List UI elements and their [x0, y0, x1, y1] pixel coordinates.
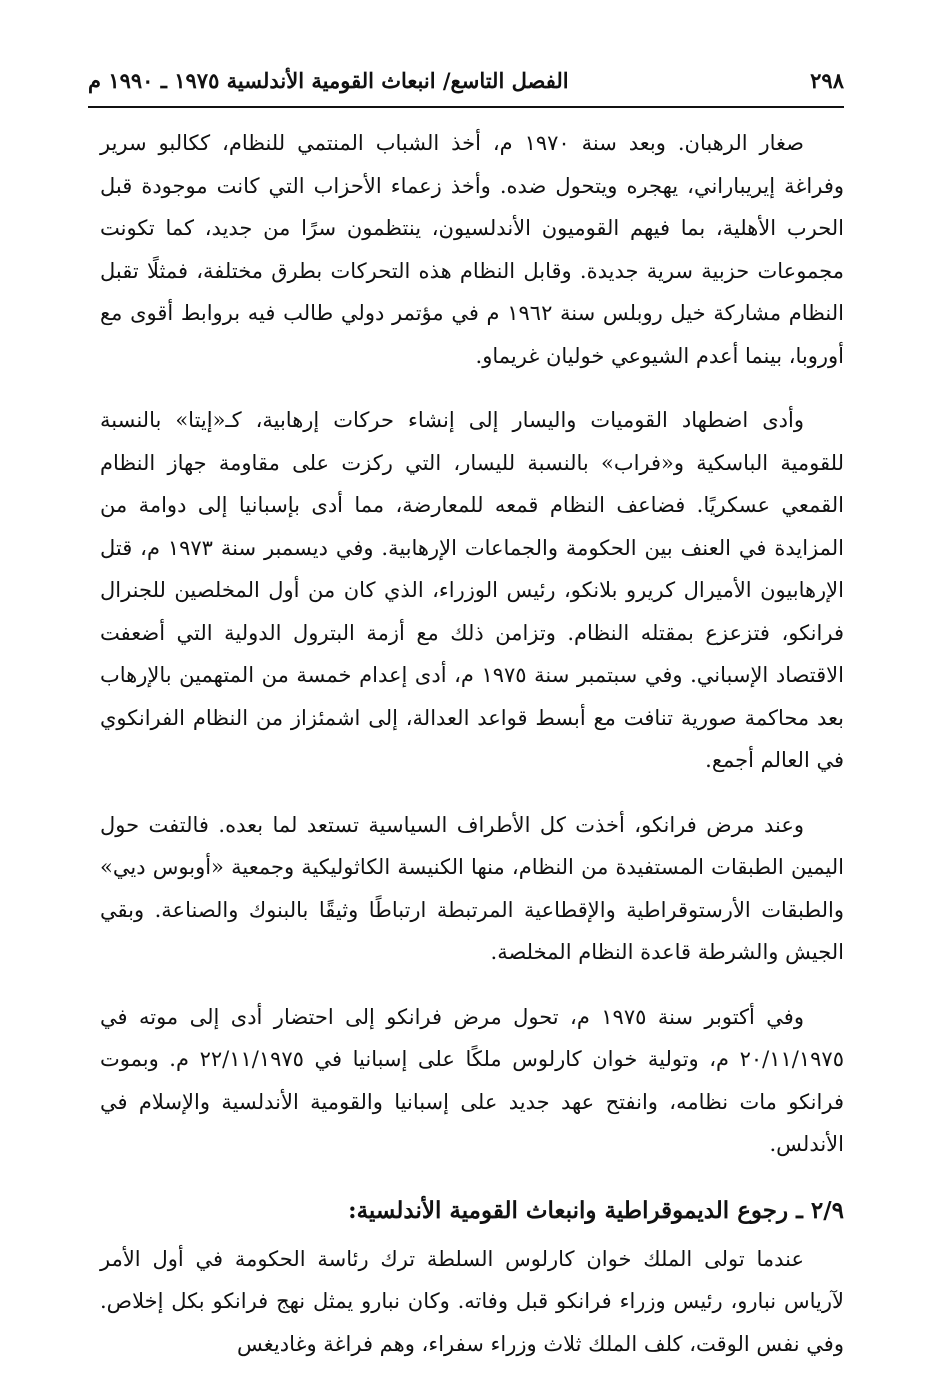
paragraph-4: وفي أكتوبر سنة ١٩٧٥ م، تحول مرض فرانكو إلى احتضار أدى إلى موته في ٢٠/١١/١٩٧٥ م، وتولية خوان كارلوس ملكًا على إسبانيا في ٢٢/١١/١٩٧٥ م. وبموت فرانكو مات نظامه، وانفتح عهد جديد على إسبانيا والقومية الأندلسية والإسلام في الأندلس.: [100, 1004, 844, 1156]
paragraph-2: وأدى اضطهاد القوميات واليسار إلى إنشاء حركات إرهابية، كـ«إيتا» بالنسبة للقومية الباسكية و«فراب» بالنسبة لليسار، التي ركزت على مقاومة جهاز النظام القمعي عسكريًا. فضاعف النظام قمعه للمعارضة، مما أدى بإسبانيا إلى دوامة من المزايدة في العنف بين الحكومة والجماعات الإرهابية. وفي ديسمبر سنة ١٩٧٣ م، قتل الإرهابيون الأميرال كريرو بلانكو، رئيس الوزراء، الذي كان من أول المخلصين للجنرال فرانكو، فتزعزع بمقتله النظام. وتزامن ذلك مع أزمة البترول الدولية التي أضعفت الاقتصاد الإسباني. وفي سبتمبر سنة ١٩٧٥ م، أدى إعدام خمسة من المتهمين بالإرهاب بعد محاكمة صورية تنافت مع أبسط قواعد العدالة، إلى اشمئزاز من النظام الفرانكوي في العالم أجمع.: [100, 408, 844, 772]
paragraph-3: وعند مرض فرانكو، أخذت كل الأطراف السياسية تستعد لما بعده. فالتفت حول اليمين الطبقات المستفيدة من النظام، منها الكنيسة الكاثوليكية وجمعية «أوبوس ديي» والطبقات الأرستوقراطية والإقطاعية المرتبطة ارتباطًا وثيقًا بالبنوك والصناعة. وبقي الجيش والشرطة قاعدة النظام المخلصة.: [100, 812, 844, 964]
body-text: [100, 122, 844, 1365]
running-title: الفصل التاسع/ انبعاث القومية الأندلسية ١٩٧٥ ـ ١٩٩٠ م: [88, 67, 569, 93]
page-number: ٢٩٨: [810, 67, 844, 93]
section-paragraph: عندما تولى الملك خوان كارلوس السلطة ترك رئاسة الحكومة في أول الأمر لآرياس نبارو، رئيس وزراء فرانكو قبل وفاته. وكان نبارو يمثل نهج فرانكو بكل إخلاص. وفي نفس الوقت، كلف الملك ثلاث وزراء سفراء، وهم فراغة وغاديغس: [100, 1246, 844, 1356]
section-heading: ٢/٩ ـ رجوع الديموقراطية وانبعاث القومية الأندلسية:: [348, 1196, 844, 1224]
running-header: [88, 62, 844, 98]
header-rule: [88, 106, 844, 108]
paragraph-1: صغار الرهبان. وبعد سنة ١٩٧٠ م، أخذ الشباب المنتمي للنظام، ككالبو سرير وفراغة إيريباراني، يهجره ويتحول ضده. وأخذ زعماء الأحزاب التي كانت موجودة قبل الحرب الأهلية، بما فيهم القوميون الأندلسيون، ينتظمون سرًا من جديد، كما تكونت مجموعات حزبية سرية جديدة. وقابل النظام هذه التحركات بطرق مختلفة، فمثلًا تقبل النظام مشاركة خيل روبلس سنة ١٩٦٢ م في مؤتمر دولي طالب فيه بروابط أقوى مع أوروبا، بينما أعدم الشيوعي خوليان غريماو.: [100, 131, 844, 368]
